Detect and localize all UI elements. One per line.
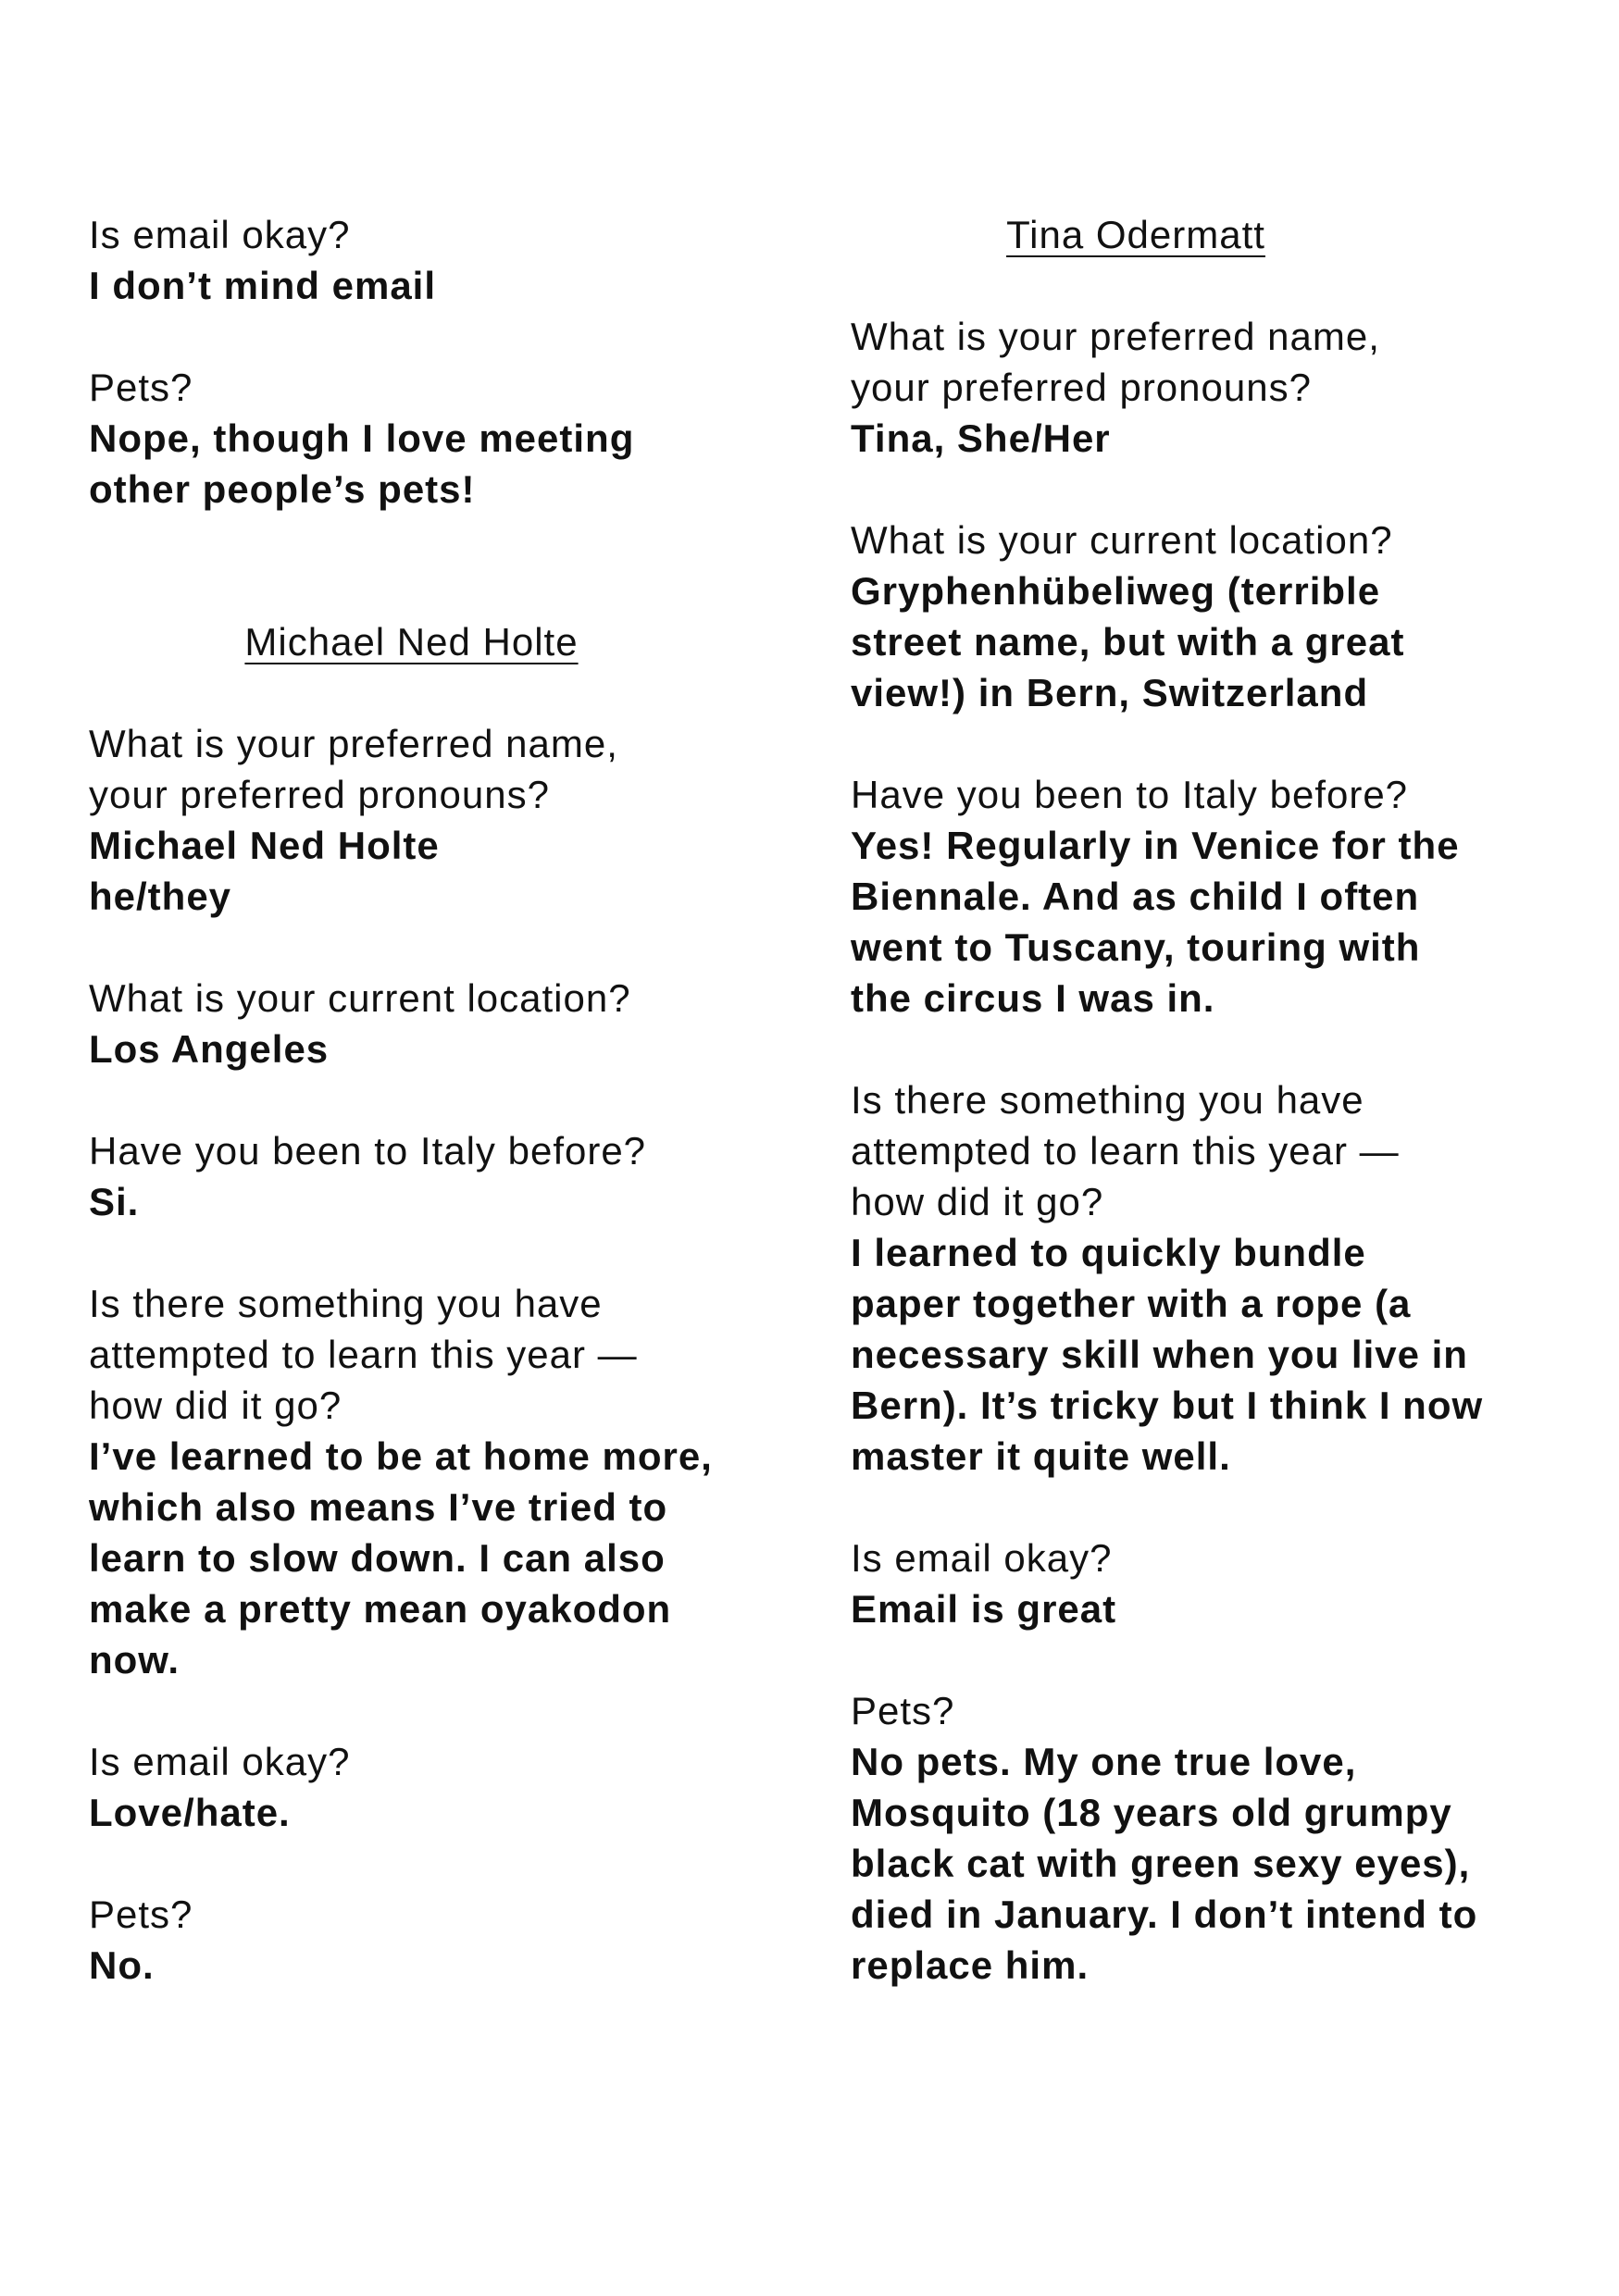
qa-entry <box>89 1889 792 1991</box>
qa-entry <box>89 973 792 1074</box>
question: Have you been to Italy before? <box>89 1129 647 1173</box>
answer: Email is great <box>851 1587 1117 1631</box>
question: Is there something you have attempted to learn this year — how did it go? <box>89 1282 638 1427</box>
answer: Michael Ned Holte he/they <box>89 824 440 918</box>
answer: Nope, though I love meeting other people’s pets! <box>89 416 635 511</box>
left-column <box>89 209 792 2042</box>
qa-entry <box>851 1685 1582 1991</box>
answer: I don’t mind email <box>89 264 437 307</box>
answer: No. <box>89 1943 155 1987</box>
answer: Love/hate. <box>89 1791 291 1834</box>
question: Pets? <box>89 1893 193 1936</box>
answer: Tina, She/Her <box>851 416 1111 460</box>
qa-entry <box>89 1278 792 1685</box>
qa-entry <box>851 311 1582 464</box>
right-column <box>851 209 1582 2042</box>
question: Pets? <box>89 366 193 409</box>
qa-entry <box>851 1533 1582 1634</box>
answer: Gryphenhübeliweg (terrible street name, but with a great view!) in Bern, Switzerland <box>851 569 1405 714</box>
qa-entry <box>89 1736 792 1838</box>
person-name-heading: Tina Odermatt <box>1006 213 1265 256</box>
person-section-michael-ned-holte <box>89 616 792 1991</box>
qa-entry <box>851 769 1582 1024</box>
answer: I’ve learned to be at home more, which also means I’ve tried to learn to slow down. I can also make a pretty mean oyakodon now. <box>89 1434 713 1682</box>
qa-entry <box>89 362 792 515</box>
answer: Los Angeles <box>89 1027 330 1071</box>
qa-entry <box>89 718 792 922</box>
person-section-tina-odermatt <box>851 209 1582 1991</box>
question: Is email okay? <box>89 213 351 256</box>
question: Is email okay? <box>851 1536 1113 1580</box>
question: Have you been to Italy before? <box>851 773 1409 816</box>
answer: I learned to quickly bundle paper together with a rope (a necessary skill when you live in Bern). It’s tricky but I think I now master it quite well. <box>851 1231 1484 1478</box>
question: What is your current location? <box>89 976 631 1020</box>
qa-entry <box>89 1125 792 1227</box>
question: Is there something you have attempted to learn this year — how did it go? <box>851 1078 1400 1223</box>
answer: Si. <box>89 1180 140 1223</box>
qa-entry <box>89 209 792 311</box>
question: What is your preferred name, your preferred pronouns? <box>851 315 1380 409</box>
qa-entry <box>851 515 1582 718</box>
question: What is your preferred name, your preferred pronouns? <box>89 722 618 816</box>
section-spacer <box>89 565 792 616</box>
question: What is your current location? <box>851 518 1393 562</box>
qa-entry <box>851 1074 1582 1482</box>
question: Pets? <box>851 1689 955 1732</box>
answer: Yes! Regularly in Venice for the Biennale. And as child I often went to Tuscany, touring with the circus I was in. <box>851 824 1460 1020</box>
answer: No pets. My one true love, Mosquito (18 years old grumpy black cat with green sexy eyes), died in January. I don’t intend to replace him. <box>851 1740 1478 1987</box>
question: Is email okay? <box>89 1740 351 1783</box>
person-name-heading: Michael Ned Holte <box>244 620 579 664</box>
